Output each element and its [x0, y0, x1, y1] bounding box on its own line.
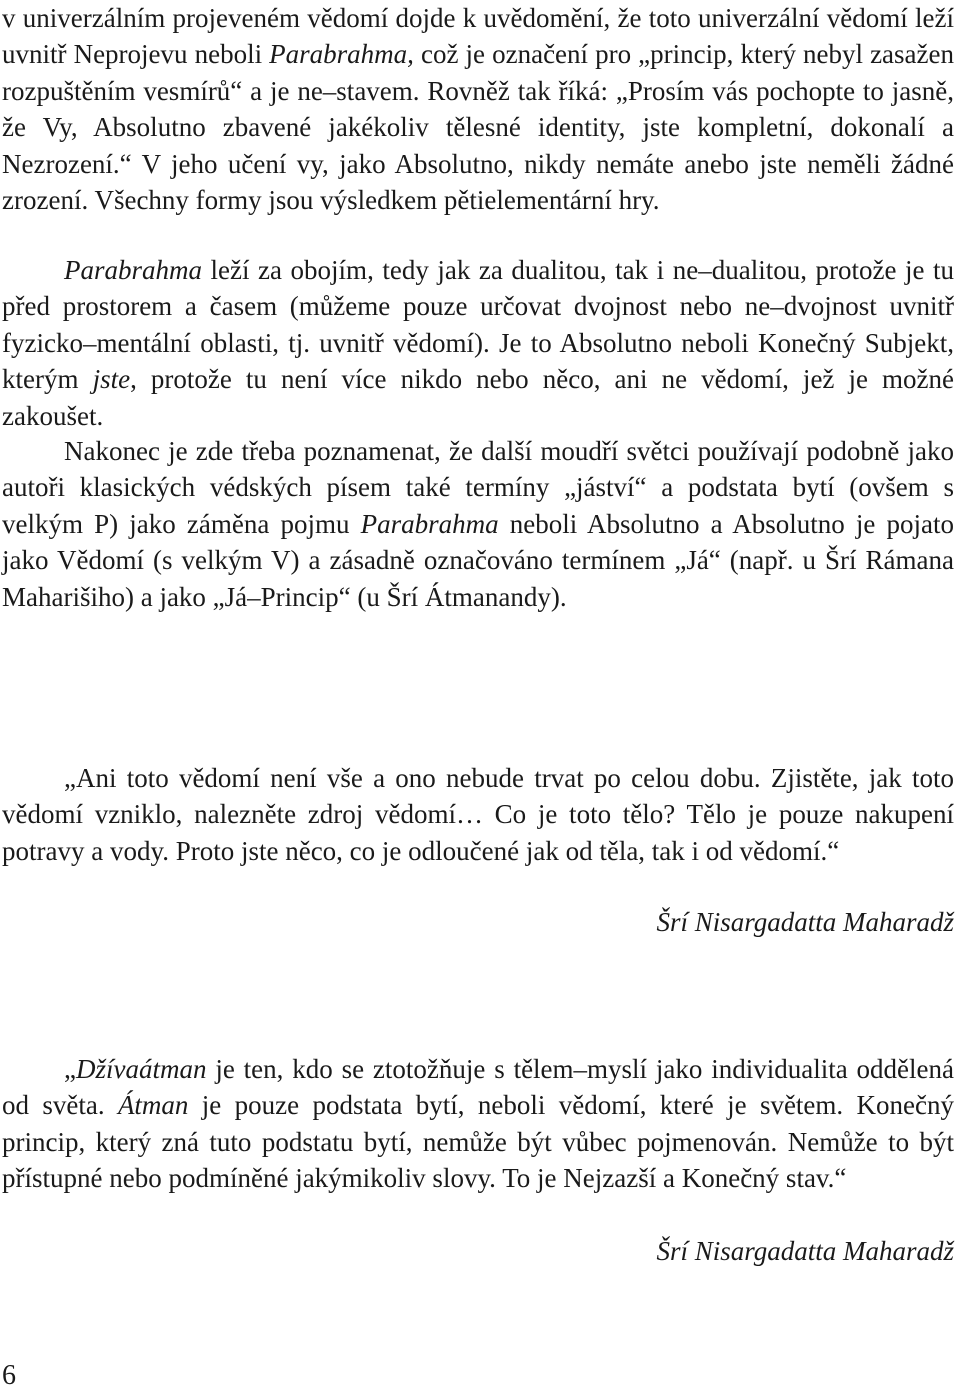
paragraph-3-text-b: neboli Absolutno a Absolutno je pojato jako Vědomí (s velkým V) a zásadně označováno termínem „Já“ (např. u Šrí Rámana Maharišiho) a jako „Já–Princip“ (u Šrí Átmanandy). [2, 508, 954, 612]
quote-2-emphasis-a: Džívaátman [75, 1054, 207, 1084]
body-paragraph-2 [2, 252, 954, 434]
quote-2-text-b: je pouze podstata bytí, neboli vědomí, které je světem. Konečný princip, který zná tuto podstatu bytí, nemůže být vůbec pojmenován. Nemůže to být přístupné nebo podmíněné jakýmikoliv slovy. To je Nejzazší a Konečný stav.“ [2, 1090, 954, 1194]
paragraph-3-emphasis: Parabrahma [360, 508, 499, 539]
quote-1-author: Šrí Nisargadatta Maharadž [656, 907, 954, 937]
quote-1-text: „Ani toto vědomí není vše a ono nebude trvat po celou dobu. Zjistěte, jak toto vědomí vzniklo, nalezněte zdroj vědomí… Co je toto tělo? Tělo je pouze nakupení potravy a vody. Proto jste něco, co je odloučené jak od těla, tak i od vědomí.“ [2, 763, 954, 866]
paragraph-2-text-a: leží za obojím, tedy jak za dualitou, tak i ne–dualitou, protože je tu před prostorem a časem (můžeme pouze určovat dvojnost nebo ne–dvojnost uvnitř fyzicko–mentální oblasti, tj. uvnitř vědomí). Je to Absolutno neboli Konečný Subjekt, kterým [2, 255, 954, 395]
body-paragraph-3 [2, 433, 954, 615]
paragraph-1-emphasis: Parabrahma, [269, 39, 414, 70]
body-paragraph-1 [2, 0, 954, 218]
quote-2-text [2, 1051, 954, 1197]
quote-2-emphasis-b: Átman [117, 1090, 189, 1121]
page-number: 6 [2, 1360, 16, 1391]
paragraph-2-text-b: , protože tu není více nikdo nebo něco, ani ne vědomí, jež je možné zakoušet. [2, 364, 955, 431]
quote-2-text-a: je ten, kdo se ztotožňuje s tělem–myslí jako individualita oddělená od světa. [2, 1054, 954, 1121]
paragraph-2-emphasis-a: Parabrahma [64, 255, 203, 285]
paragraph-3-text-a: Nakonec je zde třeba poznamenat, že další moudří světci používají podobně jako autoři klasických védských písem také termíny „jáství“ a podstata bytí (ovšem s velkým P) jako záměna pojmu [2, 436, 954, 539]
paragraph-2-emphasis-b: jste [92, 364, 131, 395]
paragraph-1-text-b: což je označení pro „princip, který nebyl zasažen rozpuštěním vesmírů“ a je ne–stavem. Rovněž tak říká: „Prosím vás pochopte to jasně, že Vy, Absolutno zbavené jakékoliv tělesné identity, jste kompletní, dokonalí a Nezrození.“ V jeho učení vy, jako Absolutno, nikdy nemáte anebo jste neměli žádné zrození. Všechny formy jsou výsledkem pětielementární hry. [2, 39, 954, 216]
quote-2-open-mark: „ [64, 1054, 76, 1084]
quote-2-author: Šrí Nisargadatta Maharadž [656, 1236, 954, 1266]
paragraph-1-text-a: v univerzálním projeveném vědomí dojde k uvědomění, že toto univerzální vědomí leží uvnitř Neprojevu neboli [2, 3, 954, 70]
